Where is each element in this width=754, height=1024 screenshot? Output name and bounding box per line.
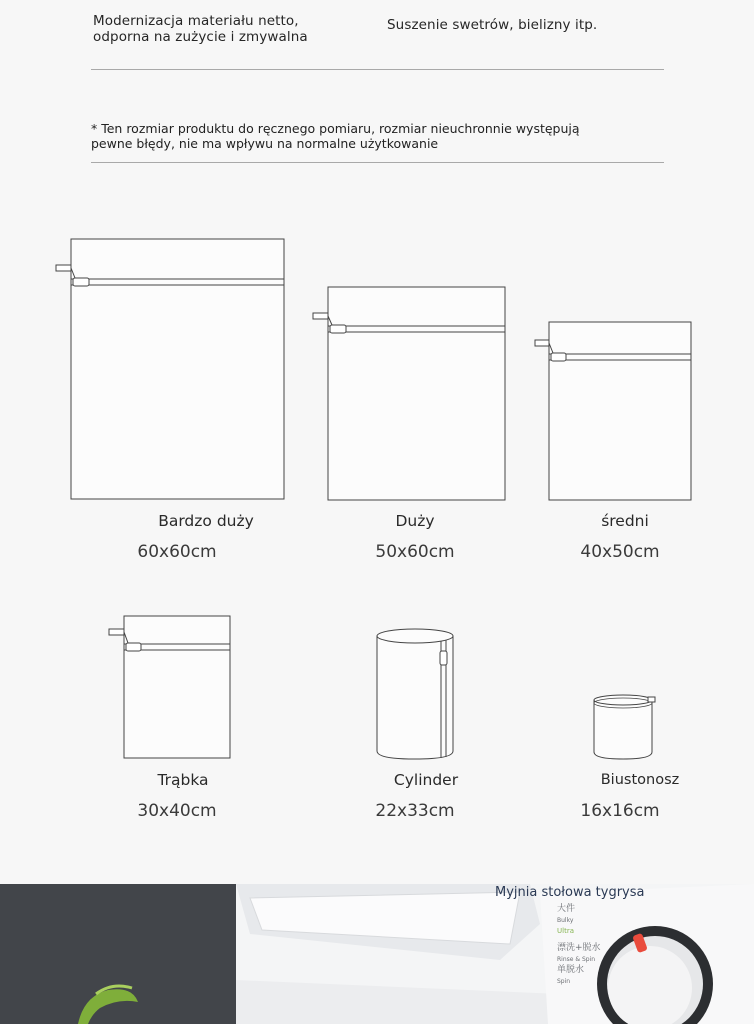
bag-cylinder-illustration	[374, 627, 458, 763]
size-dims-bra: 16x16cm	[580, 801, 660, 821]
note-line1: * Ten rozmiar produktu do ręcznego pomiaru, rozmiar nieuchronnie występują	[91, 121, 580, 136]
bag-medium-illustration	[534, 321, 694, 502]
panel-label-bulky-cn: 大件	[557, 904, 576, 914]
bag-small-illustration	[108, 615, 234, 761]
size-dims-large: 50x60cm	[375, 542, 455, 562]
divider-note	[91, 162, 664, 163]
size-label-large: Duży	[395, 512, 435, 530]
bag-bra-illustration	[590, 692, 658, 762]
size-label-small: Trąbka	[157, 771, 209, 789]
washing-machine-photo	[0, 884, 754, 1024]
panel-label-bulky: Bulky	[557, 917, 574, 924]
bag-large-illustration	[312, 286, 508, 502]
size-label-medium: średni	[601, 512, 649, 530]
size-dims-cylinder: 22x33cm	[375, 801, 455, 821]
washing-machine-scene	[0, 884, 754, 1024]
size-label-extra-large: Bardzo duży	[158, 512, 254, 530]
spec-right	[387, 17, 597, 33]
spec-right-line1: Suszenie swetrów, bielizny itp.	[387, 17, 598, 33]
photo-caption: Myjnia stołowa tygrysa	[495, 885, 645, 900]
panel-labels	[557, 904, 601, 987]
panel-label-rinse-cn: 漂洗+脱水	[557, 943, 601, 953]
measurement-note	[91, 121, 580, 151]
size-dims-medium: 40x50cm	[580, 542, 660, 562]
panel-label-ultra: Ultra	[557, 927, 574, 935]
panel-label-spin-cn: 单脱水	[557, 965, 585, 975]
panel-label-spin: Spin	[557, 978, 571, 985]
size-dims-extra-large: 60x60cm	[137, 542, 217, 562]
size-label-bra: Biustonosz	[600, 772, 680, 788]
panel-label-rinse: Rinse & Spin	[557, 956, 596, 963]
size-dims-small: 30x40cm	[137, 801, 217, 821]
bag-extra-large-illustration	[55, 238, 287, 502]
size-label-cylinder: Cylinder	[393, 771, 459, 789]
spec-left-line1: Modernizacja materiału netto,	[93, 13, 299, 29]
note-line2: pewne błędy, nie ma wpływu na normalne użytkowanie	[91, 136, 439, 151]
spec-left	[93, 13, 308, 45]
divider-top	[91, 69, 664, 70]
spec-left-line2: odporna na zużycie i zmywalna	[93, 29, 308, 45]
